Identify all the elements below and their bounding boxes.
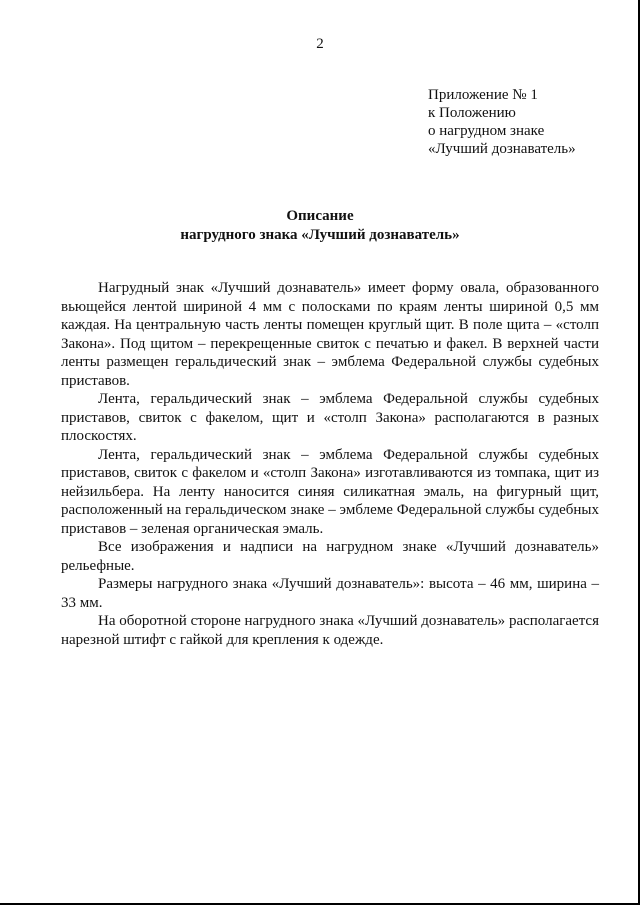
paragraph: Размеры нагрудного знака «Лучший дознаватель»: высота – 46 мм, ширина – 33 мм. — [61, 576, 599, 611]
title-line: Описание — [286, 208, 354, 224]
appendix-line: «Лучший дознаватель» — [428, 141, 576, 157]
paragraph: Все изображения и надписи на нагрудном знаке «Лучший дознаватель» рельефные. — [61, 539, 599, 574]
paragraph: Лента, геральдический знак – эмблема Федеральной службы судебных приставов, свиток с факелом, щит и «столп Закона» располагаются в разных плоскостях. — [61, 391, 599, 444]
page-number: 2 — [316, 36, 324, 52]
paragraph: Нагрудный знак «Лучший дознаватель» имеет форму овала, образованного вьющейся лентой шириной 4 мм с полосками по краям ленты шириной 0,5 мм каждая. На центральную часть ленты помещен круглый щит. В поле щита – «столп Закона». Под щитом – перекрещенные свиток с печатью и факел. В верхней части ленты размещен геральдический знак – эмблема Федеральной службы судебных приставов. — [61, 280, 599, 389]
appendix-line: Приложение № 1 — [428, 87, 538, 103]
paragraph: Лента, геральдический знак – эмблема Федеральной службы судебных приставов, свиток с факелом и «столп Закона» изготавливаются из томпака, щит из нейзильбера. На ленту наносится синяя силикатная эмаль, на фигурный щит, расположенный на геральдическом знаке – эмблеме Федеральной службы судебных приставов – зеленая органическая эмаль. — [61, 446, 599, 537]
body-text — [61, 279, 599, 649]
title-line: нагрудного знака «Лучший дознаватель» — [180, 227, 460, 243]
document-title — [0, 207, 640, 245]
appendix-line: о нагрудном знаке — [428, 123, 545, 139]
appendix-line: к Положению — [428, 105, 516, 121]
paragraph: На оборотной стороне нагрудного знака «Лучший дознаватель» располагается нарезной штифт с гайкой для крепления к одежде. — [61, 613, 599, 648]
appendix-block — [428, 86, 576, 158]
